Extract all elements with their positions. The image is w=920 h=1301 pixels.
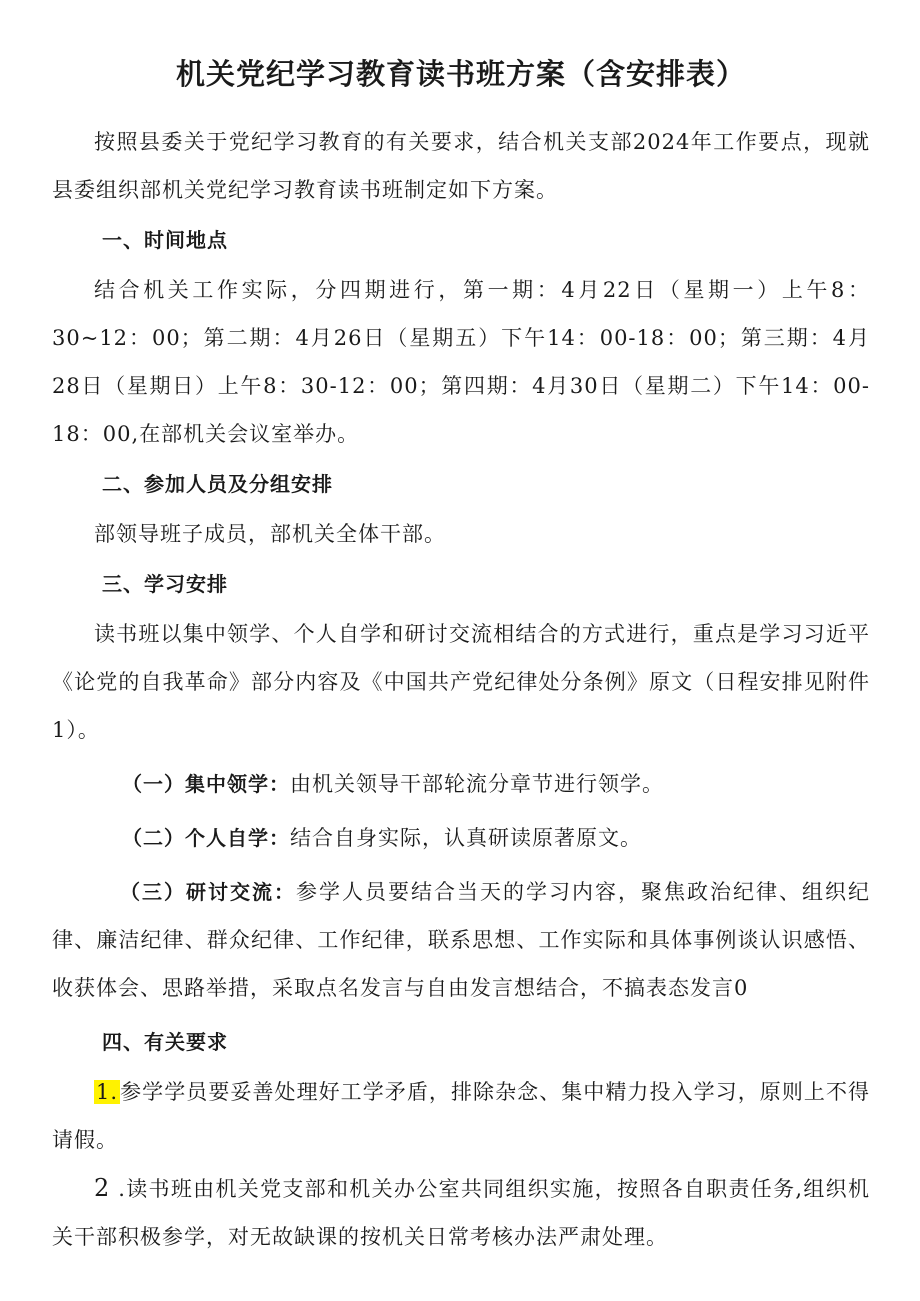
requirement-item-1 [52, 1068, 870, 1164]
study-item-centralized [52, 760, 870, 808]
document-title: 机关党纪学习教育读书班方案（含安排表） [175, 57, 746, 91]
study-item-label: （三）研讨交流： [120, 880, 296, 904]
section-heading-participants: 二、参加人员及分组安排 [102, 472, 333, 496]
section-heading-requirements: 四、有关要求 [102, 1030, 228, 1054]
requirement-number: 2 [94, 1174, 111, 1202]
study-item-label: （二）个人自学： [122, 826, 290, 850]
study-plan-paragraph: 读书班以集中领学、个人自学和研讨交流相结合的方式进行，重点是学习习近平《论党的自我革命》部分内容及《中国共产党纪律处分条例》原文（日程安排见附件1）。 [52, 622, 870, 742]
study-item-text: 由机关领导干部轮流分章节进行领学。 [290, 772, 664, 796]
study-item-label: （一）集中领学： [122, 772, 290, 796]
requirement-text: 参学学员要妥善处理好工学矛盾，排除杂念、集中精力投入学习，原则上不得请假。 [52, 1080, 870, 1152]
requirement-item-2 [52, 1164, 870, 1261]
requirement-number-highlighted: 1. [96, 1080, 119, 1104]
section-heading-study-plan: 三、学习安排 [102, 572, 228, 596]
study-item-text: 结合自身实际，认真研读原著原文。 [290, 826, 642, 850]
intro-paragraph: 按照县委关于党纪学习教育的有关要求，结合机关支部2024年工作要点，现就县委组织部机关党纪学习教育读书班制定如下方案。 [52, 130, 870, 202]
requirement-text: .读书班由机关党支部和机关办公室共同组织实施，按照各自职责任务,组织机关干部积极参学，对无故缺课的按机关日常考核办法严肃处理。 [52, 1177, 870, 1249]
participants-paragraph: 部领导班子成员，部机关全体干部。 [94, 522, 446, 546]
study-item-text: 参学人员要结合当天的学习内容，聚焦政治纪律、组织纪律、廉洁纪律、群众纪律、工作纪律，联系思想、工作实际和具体事例谈认识感悟、收获体会、思路举措，采取点名发言与自由发言想结合，不搞表态发言0 [52, 880, 870, 1000]
study-item-discussion [52, 868, 870, 1012]
section-heading-time-place: 一、时间地点 [102, 228, 228, 252]
study-item-self-study [52, 814, 870, 862]
time-place-paragraph: 结合机关工作实际，分四期进行，第一期：4月22日（星期一）上午8：30~12：00；第二期：4月26日（星期五）下午14：00-18：00；第三期：4月28日（星期日）上午8：30-12：00；第四期：4月30日（星期二）下午14：00-18：00,在部机关会议室举办。 [52, 278, 870, 446]
